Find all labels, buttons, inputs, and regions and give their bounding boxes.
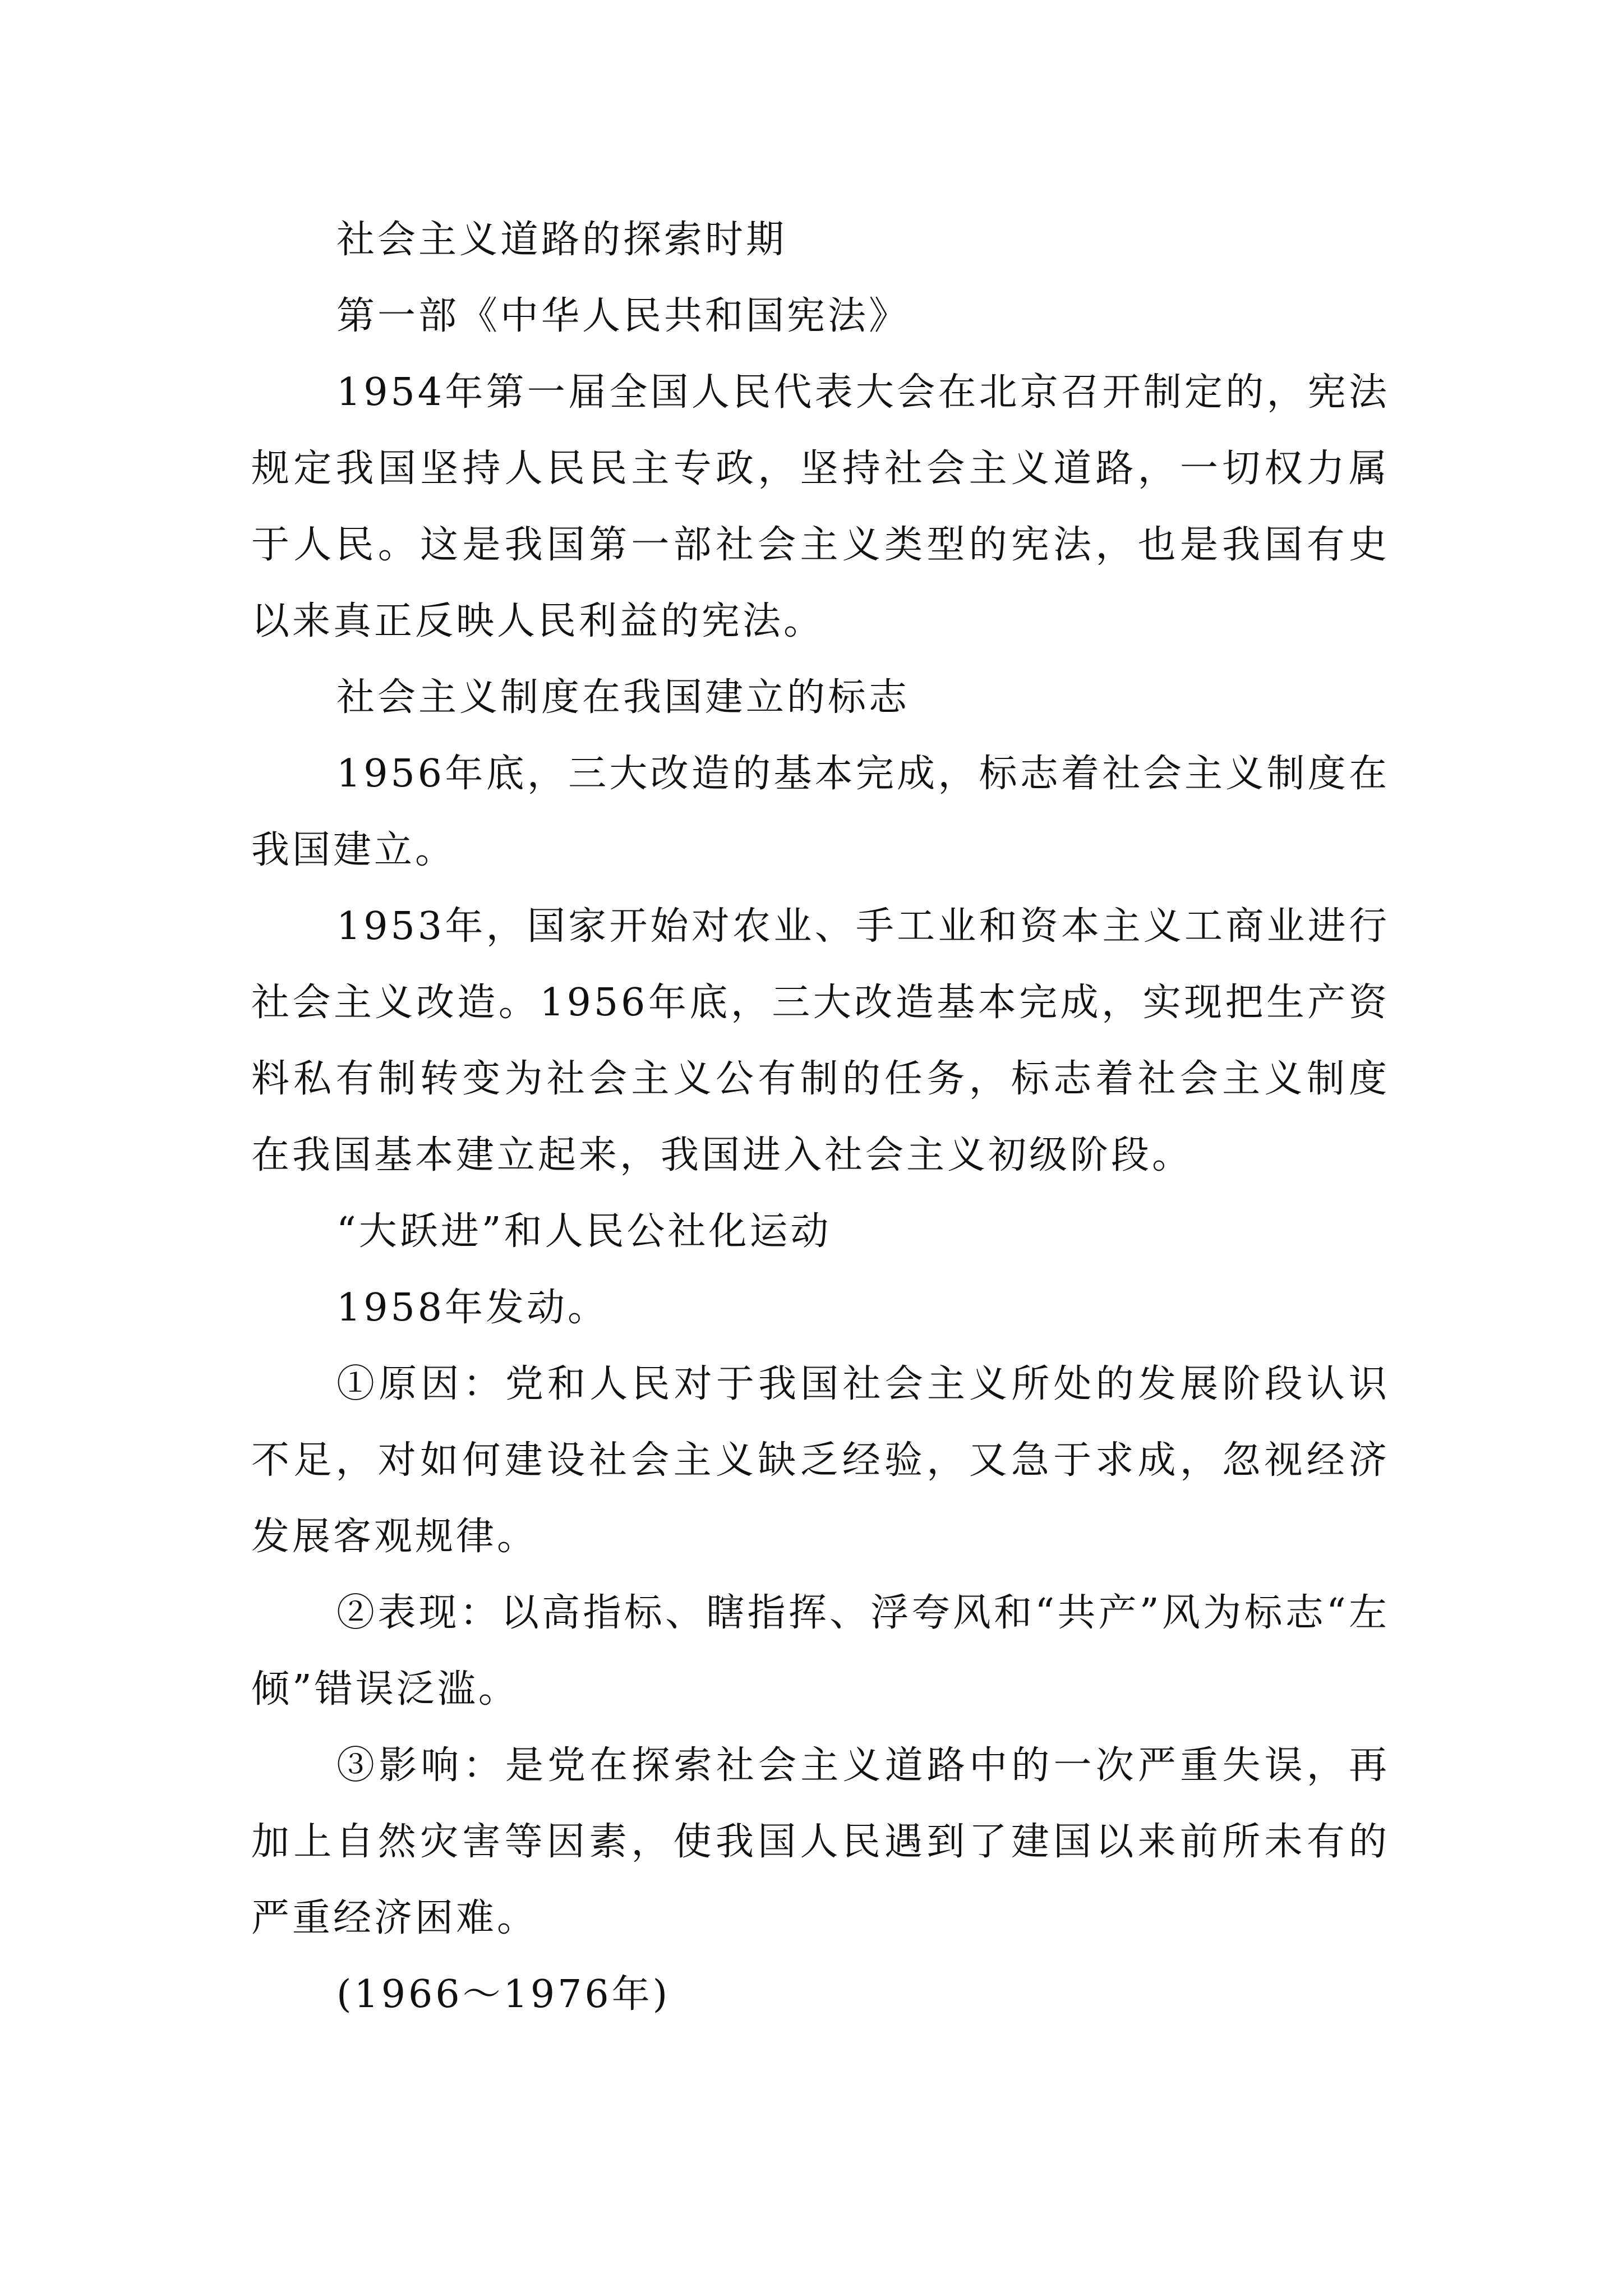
heading-great-leap-forward: “大跃进”和人民公社化运动 xyxy=(336,1209,832,1254)
heading-exploration-period: 社会主义道路的探索时期 xyxy=(336,218,787,262)
paragraph-cause: ①原因：党和人民对于我国社会主义所处的发展阶段认识不足，对如何建设社会主义缺乏经验，又急于求成，忽视经济发展客观规律。 xyxy=(251,1362,1390,1559)
paragraph-1958-launch: 1958年发动。 xyxy=(336,1286,609,1330)
paragraph-1954-constitution: 1954年第一届全国人民代表大会在北京召开制定的，宪法规定我国坚持人民民主专政，坚持社会主义道路，一切权力属于人民。这是我国第一部社会主义类型的宪法，也是我国有史以来真正反映人民利益的宪法。 xyxy=(251,370,1390,643)
document-body xyxy=(251,202,1390,2033)
heading-socialist-system-established: 社会主义制度在我国建立的标志 xyxy=(336,675,910,720)
paragraph-period-1966-1976: (1966～1976年) xyxy=(336,1972,671,2017)
paragraph-1953-transformation: 1953年，国家开始对农业、手工业和资本主义工商业进行社会主义改造。1956年底，三大改造基本完成，实现把生产资料私有制转变为社会主义公有制的任务，标志着社会主义制度在我国基本建立起来，我国进入社会主义初级阶段。 xyxy=(251,904,1390,1177)
paragraph-1956-summary: 1956年底，三大改造的基本完成，标志着社会主义制度在我国建立。 xyxy=(251,752,1390,872)
heading-first-constitution: 第一部《中华人民共和国宪法》 xyxy=(336,294,910,338)
paragraph-impact: ③影响：是党在探索社会主义道路中的一次严重失误，再加上自然灾害等因素，使我国人民遇到了建国以来前所未有的严重经济困难。 xyxy=(251,1743,1390,1940)
paragraph-manifestation: ②表现：以高指标、瞎指挥、浮夸风和“共产”风为标志“左倾”错误泛滥。 xyxy=(251,1591,1390,1711)
